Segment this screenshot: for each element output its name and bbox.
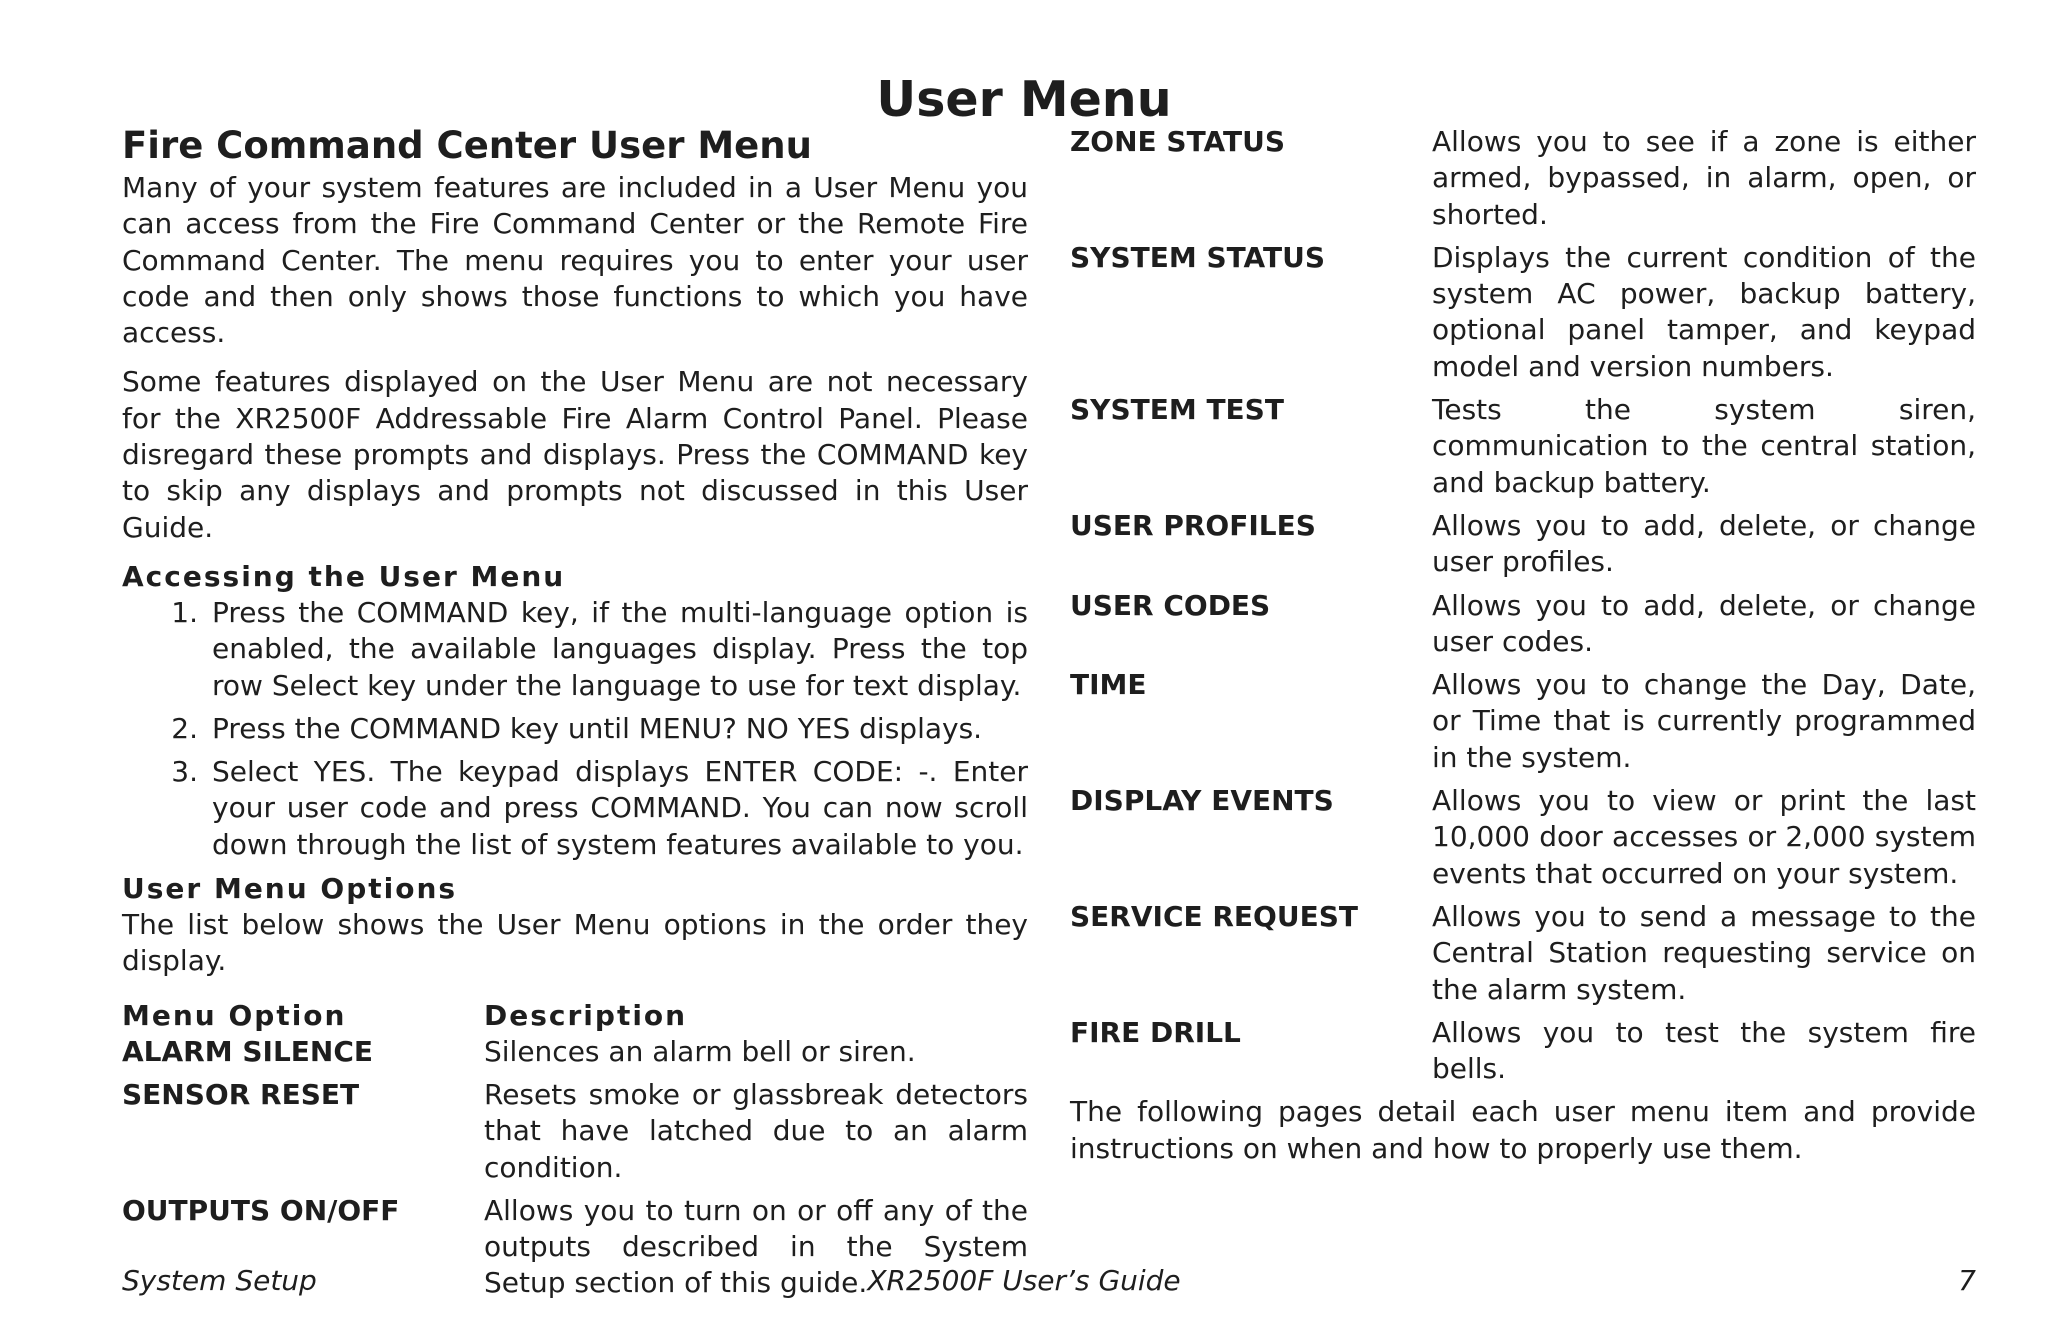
table-row — [1070, 392, 1976, 501]
step-text: Select YES. The keypad displays ENTER CODE: -. Enter your user code and press COMMAND. You can now scroll down through the list of system features available to you. — [212, 755, 1028, 861]
table-row — [1070, 667, 1976, 776]
menu-option: USER PROFILES — [1070, 508, 1316, 542]
list-item — [122, 595, 1028, 704]
option-description: Silences an alarm bell or siren. — [484, 1034, 916, 1068]
step-number: 1. — [171, 595, 198, 629]
option-description: Allows you to change the Day, Date, or Time that is currently programmed in the system. — [1432, 668, 1976, 774]
intro-paragraph: Many of your system features are included in a User Menu you can access from the Fire Command Center or the Remote Fire Command Center. The menu requires you to enter your user code and then only shows those functions to which you have access. — [122, 171, 1028, 350]
options-heading: User Menu Options — [122, 872, 458, 906]
footer-section-name: System Setup — [122, 1264, 317, 1297]
menu-option: USER CODES — [1070, 588, 1271, 622]
menu-option: TIME — [1070, 668, 1147, 702]
options-intro: The list below shows the User Menu options in the order they display. — [122, 908, 1028, 978]
step-number: 3. — [171, 755, 198, 789]
table-row — [1070, 508, 1976, 581]
header-description: Description — [484, 998, 688, 1032]
closing-paragraph: The following pages detail each user menu item and provide instructions on when and how to properly use them. — [1070, 1095, 1976, 1165]
table-row — [122, 1034, 1028, 1070]
page-title: User Menu — [876, 71, 1172, 128]
step-text: Press the COMMAND key until MENU? NO YES displays. — [212, 711, 983, 745]
step-text: Press the COMMAND key, if the multi-language option is enabled, the available languages display. Press the top row Select key under the language to use for text display. — [212, 595, 1028, 702]
section-title: Fire Command Center User Menu — [122, 124, 812, 167]
footer-guide-title: XR2500F User’s Guide — [867, 1264, 1181, 1297]
header-menu-option: Menu Option — [122, 998, 347, 1032]
accessing-heading: Accessing the User Menu — [122, 559, 566, 593]
menu-option: ALARM SILENCE — [122, 1034, 374, 1068]
option-description: Allows you to test the system fire bells. — [1432, 1015, 1976, 1086]
table-header — [122, 998, 1028, 1034]
menu-option: OUTPUTS ON/OFF — [122, 1193, 400, 1227]
menu-option: SYSTEM TEST — [1070, 393, 1284, 427]
table-row — [1070, 240, 1976, 385]
right-column — [1070, 124, 1976, 1180]
menu-option: SENSOR RESET — [122, 1077, 360, 1111]
steps-list — [122, 595, 1028, 863]
list-item — [122, 711, 1028, 747]
table-row — [1070, 588, 1976, 661]
table-row — [122, 1077, 1028, 1186]
menu-option: SYSTEM STATUS — [1070, 240, 1326, 274]
option-description: Allows you to turn on or off any of the outputs described in the System Setup section of this guide. — [484, 1193, 1028, 1300]
list-item — [122, 754, 1028, 863]
menu-option: ZONE STATUS — [1070, 125, 1286, 158]
table-row — [1070, 124, 1976, 233]
option-description: Displays the current condition of the system AC power, backup battery, optional panel tamper, and keypad model and version numbers. — [1432, 240, 1976, 383]
footer-page-number: 7 — [1958, 1264, 1976, 1297]
table-row — [1070, 899, 1976, 1008]
option-description: Tests the system siren, communication to the central station, and backup battery. — [1432, 393, 1976, 499]
option-description: Allows you to add, delete, or change user codes. — [1432, 588, 1976, 658]
option-description: Resets smoke or glassbreak detectors that have latched due to an alarm condition. — [484, 1077, 1028, 1184]
menu-option: SERVICE REQUEST — [1070, 899, 1358, 933]
option-description: Allows you to send a message to the Central Station requesting service on the alarm system. — [1432, 899, 1976, 1006]
option-description: Allows you to view or print the last 10,000 door accesses or 2,000 system events that occurred on your system. — [1432, 784, 1976, 890]
disregard-paragraph: Some features displayed on the User Menu are not necessary for the XR2500F Addressable Fire Alarm Control Panel. Please disregard these prompts and displays. Press the COMMAND key to skip any displays and prompts not discussed in this User Guide. — [122, 365, 1028, 544]
step-number: 2. — [171, 711, 198, 745]
option-description: Allows you to add, delete, or change user profiles. — [1432, 508, 1976, 579]
left-column — [122, 124, 1028, 1309]
table-row — [1070, 783, 1976, 892]
menu-option: FIRE DRILL — [1070, 1015, 1241, 1049]
table-row — [1070, 1015, 1976, 1088]
option-description: Allows you to see if a zone is either armed, bypassed, in alarm, open, or shorted. — [1432, 125, 1976, 231]
menu-option: DISPLAY EVENTS — [1070, 784, 1334, 818]
